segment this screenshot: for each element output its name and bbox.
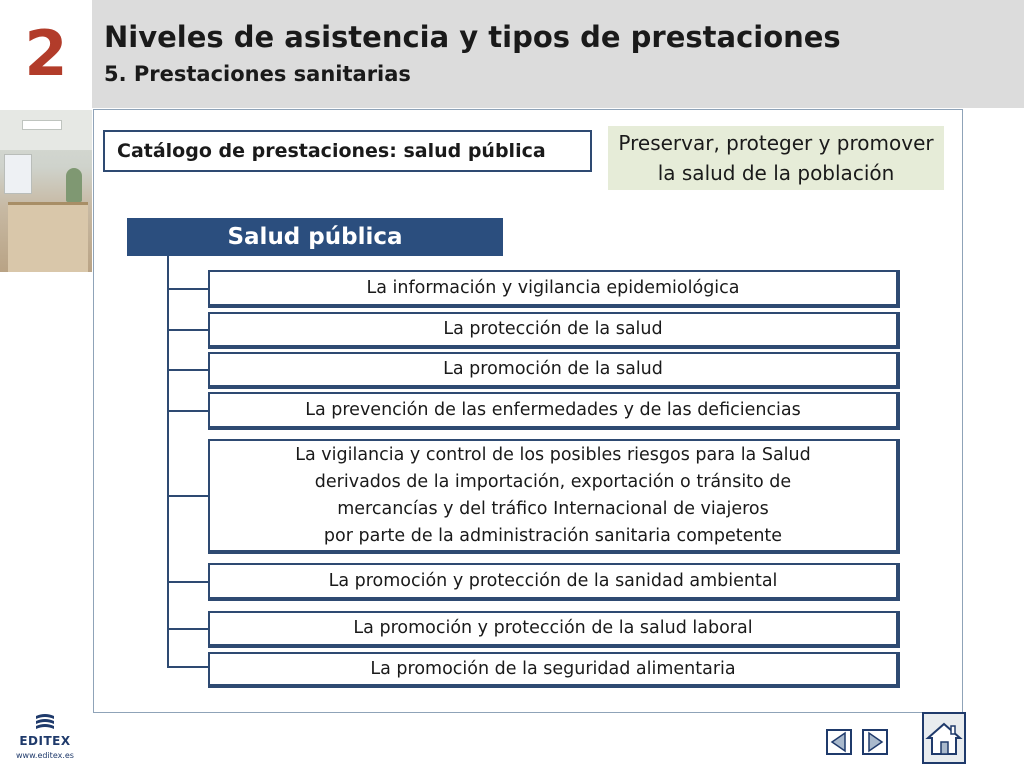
reception-photo: [0, 110, 92, 272]
photo-ceiling: [0, 110, 92, 150]
header-band: [0, 0, 1024, 108]
goal-box: [608, 126, 944, 190]
photo-plant: [66, 168, 82, 202]
editex-logo: [14, 710, 76, 766]
tree-branch-line: [167, 369, 209, 371]
tree-trunk-line: [167, 256, 169, 667]
editex-book-icon: [34, 712, 56, 730]
tree-node: [208, 352, 900, 389]
tree-branch-line: [167, 288, 209, 290]
publisher-url: www.editex.es: [16, 751, 74, 760]
publisher-name: EDITEX: [19, 734, 71, 748]
tree-node: [208, 312, 900, 349]
tree-branch-line: [167, 329, 209, 331]
home-button[interactable]: [922, 712, 966, 764]
tree-branch-line: [167, 495, 209, 497]
page-subtitle: 5. Prestaciones sanitarias: [104, 62, 411, 86]
chapter-number: 2: [24, 17, 68, 90]
tree-node: [208, 392, 900, 430]
next-button[interactable]: [862, 729, 888, 755]
catalog-label: Catálogo de prestaciones: salud pública: [103, 130, 592, 172]
tree-node: [208, 439, 900, 554]
tree-branch-line: [167, 628, 209, 630]
previous-button[interactable]: [826, 729, 852, 755]
tree-node: [208, 652, 900, 688]
goal-text: Preservar, proteger y promover la salud de la población: [618, 131, 934, 185]
tree-node-label: La vigilancia y control de los posibles riesgos para la Salud derivados de la importación, exportación o tránsito de mercancías y del tráfico Internacional de viajeros por parte de la administración sanitaria competente: [295, 444, 811, 546]
page-title: Niveles de asistencia y tipos de prestaciones: [104, 20, 841, 54]
tree-branch-line: [167, 410, 209, 412]
tree-node: [208, 611, 900, 648]
tree-node-label: La promoción y protección de la sanidad ambiental: [328, 570, 778, 591]
tree-branch-line: [167, 581, 209, 583]
photo-lamp: [22, 120, 62, 130]
tree-node-label: La información y vigilancia epidemiológica: [366, 277, 740, 298]
home-icon: [924, 714, 964, 762]
tree-node-label: La protección de la salud: [443, 319, 663, 339]
tree-node-label: La promoción de la salud: [443, 359, 663, 379]
root-node: Salud pública: [127, 218, 503, 256]
tree-branch-line: [167, 666, 209, 668]
arrow-left-icon: [828, 731, 850, 753]
arrow-right-icon: [864, 731, 886, 753]
tree-node: [208, 270, 900, 308]
tree-node-label: La prevención de las enfermedades y de las deficiencias: [305, 399, 801, 420]
tree-node-label: La promoción de la seguridad alimentaria: [370, 658, 736, 679]
photo-desk: [8, 202, 88, 272]
tree-node-label: La promoción y protección de la salud laboral: [353, 618, 753, 638]
chapter-tile: [0, 0, 92, 108]
photo-window: [4, 154, 32, 194]
tree-node: [208, 563, 900, 601]
